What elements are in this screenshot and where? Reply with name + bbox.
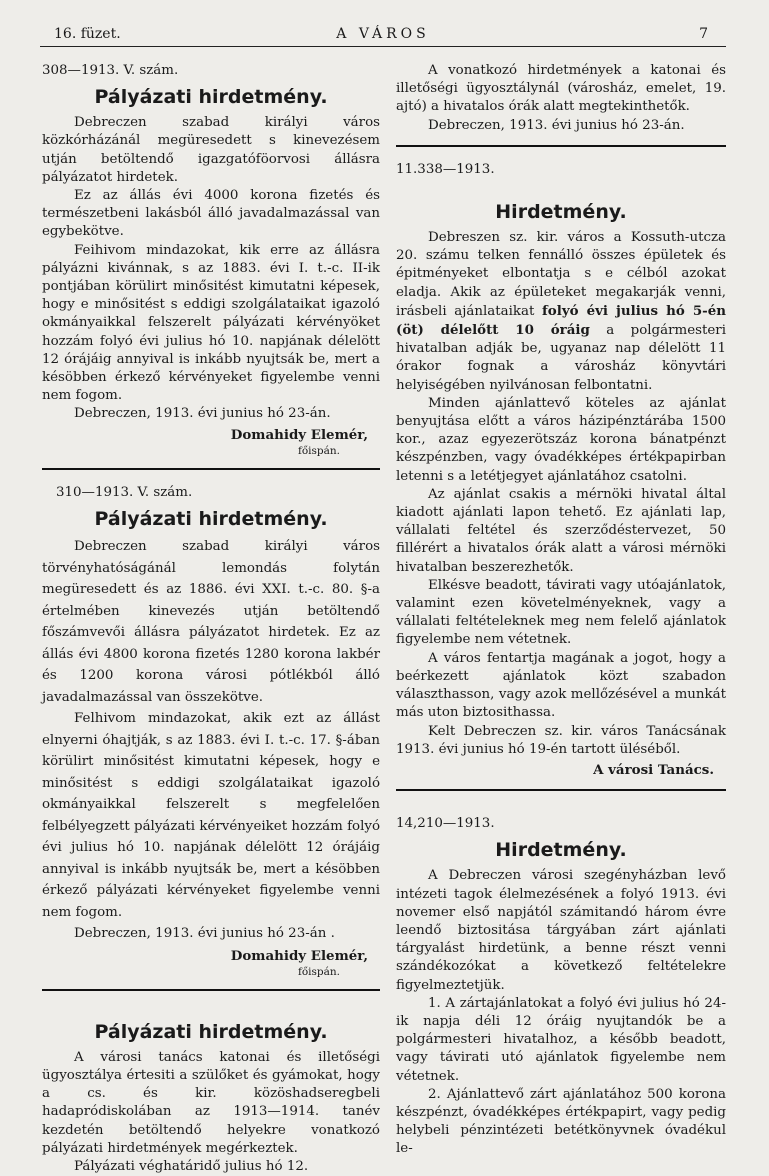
notice-title: Hirdetmény. (495, 839, 627, 862)
notice-11338-1913 (396, 161, 726, 779)
paragraph: A városi tanács katonai és illetőségi ügyosztálya értesiti a szülőket és gyámokat, hogy a cs. és kir. közöshadseregbeli hadapródiskolában az 1913—1914. tanév kezdetén betöltendő helyekre vonatkozó pályázati hirdetmények megérkeztek. (42, 1049, 380, 1156)
page-number: 7 (699, 26, 708, 42)
paragraph: A Debreczen városi szegényházban levő intézeti tagok élelmezésének a folyó 1913. évi novemer első napjától számitandó három évre leendő biztositása tárgyában zárt ajánlati tárgyalást hirdetünk, a benne részt venni szándékozókat a következő feltételekre figyelmeztetjük. (396, 868, 726, 993)
signature-title: főispán. (297, 444, 340, 457)
journal-title: A VÁROS (336, 26, 430, 42)
date-line: Debreczen, 1913. évi junius hó 23-án . (74, 926, 335, 942)
signature: A városi Tanács. (593, 761, 714, 778)
notice-cadet-school-continued (396, 62, 726, 135)
date-line: Debreczen, 1913. évi junius hó 23-án. (74, 406, 331, 422)
reference-number: 14,210—1913. (396, 816, 495, 832)
paragraph: Elkésve beadott, távirati vagy utóajánlatok, valamint ezen követelményeknek, vagy a vállalati feltételeknek meg nem felelő ajánlatok figyelembe nem vétetnek. (396, 577, 726, 648)
page-header (40, 24, 726, 47)
signature: Domahidy Elemér, (230, 947, 368, 964)
notice-title: Pályázati hirdetmény. (94, 508, 328, 531)
notice-title: Hirdetmény. (495, 201, 627, 224)
paragraph: Kelt Debreczen sz. kir. város Tanácsának 1913. évi junius hó 19-én tartott üléséből. (396, 723, 726, 757)
issue-number: 16. füzet. (54, 26, 121, 42)
section-divider (396, 145, 726, 147)
reference-number: 308—1913. V. szám. (42, 63, 179, 78)
reference-number: 11.338—1913. (396, 161, 495, 177)
notice-310-1913 (42, 484, 380, 979)
deadline-emphasis: folyó évi julius hó 5-én (öt) délelőtt 10 óráig (396, 302, 726, 339)
section-divider (396, 789, 726, 791)
notice-cadet-school (42, 1005, 380, 1176)
paragraph: Feihivom mindazokat, kik erre az állásra pályázni kivánnak, s az 1883. évi I. t.-c. II-ik pontjában körülirt minősitést kimutatni képesek, hogy e minősitést s eddigi szolgálataikat igazoló okmányaikkal felszerelt pályázati kérvényöket hozzám folyó évi julius hó 10. napjának délelött 12 órájáig annyival is inkább nyujtsák be, mert a késöbben érkező kérvényeket figyelembe venni nem fogom. (42, 242, 380, 404)
notice-title: Pályázati hirdetmény. (94, 86, 328, 109)
paragraph: Felhivom mindazokat, akik ezt az állást elnyerni óhajtják, s az 1883. évi I. t.-c. 17. §-ában körülirt minősitést kimutatni képesek, hogy e minősitést s eddigi szolgálataikat igazoló okmányaikkal felszerelt s megfelelően felbélyegzett pályázati kérvényeiket hozzám folyó évi julius hó 10. napjának délelött 12 órájáig annyival is inkább nyujtsák be, mert a késöbben érkező pályázati kérvényeket figyelembe venni nem fogom. (42, 711, 381, 920)
signature-title: főispán. (297, 965, 340, 978)
left-column (42, 62, 380, 1176)
notice-308-1913 (42, 62, 380, 458)
notice-14210-1913 (396, 805, 726, 1158)
paragraph: Debreczen szabad királyi város törvényhatóságánál lemondás folytán megüresedett és az 1886. évi XXI. t.-c. 80. §-a értelmében kinevezés utján betöltendő főszámvevői állásra pályázatot hirdetek. Ez az állás évi 4800 korona fizetés 1280 korona lakbér és 1200 korona városi pótlékból álló javadalmazással van összekötve. (42, 539, 380, 705)
paragraph: 1. A zártajánlatokat a folyó évi julius hó 24-ik napja déli 12 óráig nyujtandók be a polgármesteri hivatalhoz, a később beadott, vagy távirati utó ajánlatok figyelembe nem vétetnek. (396, 995, 726, 1084)
paragraph: Az ajánlat csakis a mérnöki hivatal által kiadott ajánlati lapon tehető. Ez ajánlati lap, vállalati feltétel és szerződéstervezet, 50 fillérért a hivatalos órák alatt a városi mérnöki hivatalban beszerezhetők. (396, 486, 726, 575)
paragraph: 2. Ajánlattevő zárt ajánlatához 500 korona készpénzt, óvadékképes értékpapirt, vagy pedig helybeli pénzintézeti betétkönyvnek óvadékul le- (396, 1086, 726, 1157)
signature: Domahidy Elemér, (230, 426, 368, 443)
paragraph: Ez az állás évi 4000 korona fizetés és természetbeni lakásból álló javadalmazással van egybekötve. (42, 188, 380, 240)
paragraph: Debreczen szabad királyi város közkórházánál megüresedett s kinevezésem utján betöltendő igazgatóföorvosi állásra pályázatot hirdetek. (42, 115, 380, 185)
reference-number: 310—1913. V. szám. (56, 484, 193, 500)
paragraph: Minden ajánlattevő köteles az ajánlat benyujtása előtt a város házipénztárába 1500 kor., azaz egyezerötszáz korona bánatpénzt készpénzben, vagy óvadékképes értékpapirban letenni s a letétjegyet ajánlatához csatolni. (396, 395, 726, 484)
paragraph: Pályázati véghatáridő julius hó 12. (74, 1158, 309, 1174)
paragraph: Debreszen sz. kir. város a Kossuth-utcza 20. számu telken fennálló összes épületek és épitményeket elbontatja s e célból azokat eladja. Akik az épületeket megakarják venni, irásbeli ajánlataikat folyó évi julius hó 5-én (öt) délelőtt 10 óráig a polgármesteri hivatalban adják be, ugyanaz nap délelött 11 órakor fognak a városház könyvtári helyiségében nyilvánosan felbontatni. (396, 230, 726, 393)
paragraph: A város fentartja magának a jogot, hogy a beérkezett ajánlatok közt szabadon választhasson, vagy azok mellőzésével a munkát más uton biztosithassa. (396, 650, 726, 721)
right-column (396, 62, 726, 1159)
notice-title: Pályázati hirdetmény. (94, 1020, 328, 1043)
paragraph: A vonatkozó hirdetmények a katonai és illetőségi ügyosztálynál (városház, emelet, 19. ajtó) a hivatalos órák alatt megtekinthetők. (396, 63, 726, 115)
date-line: Debreczen, 1913. évi junius hó 23-án. (428, 117, 685, 133)
section-divider (42, 989, 380, 991)
section-divider (42, 468, 380, 470)
